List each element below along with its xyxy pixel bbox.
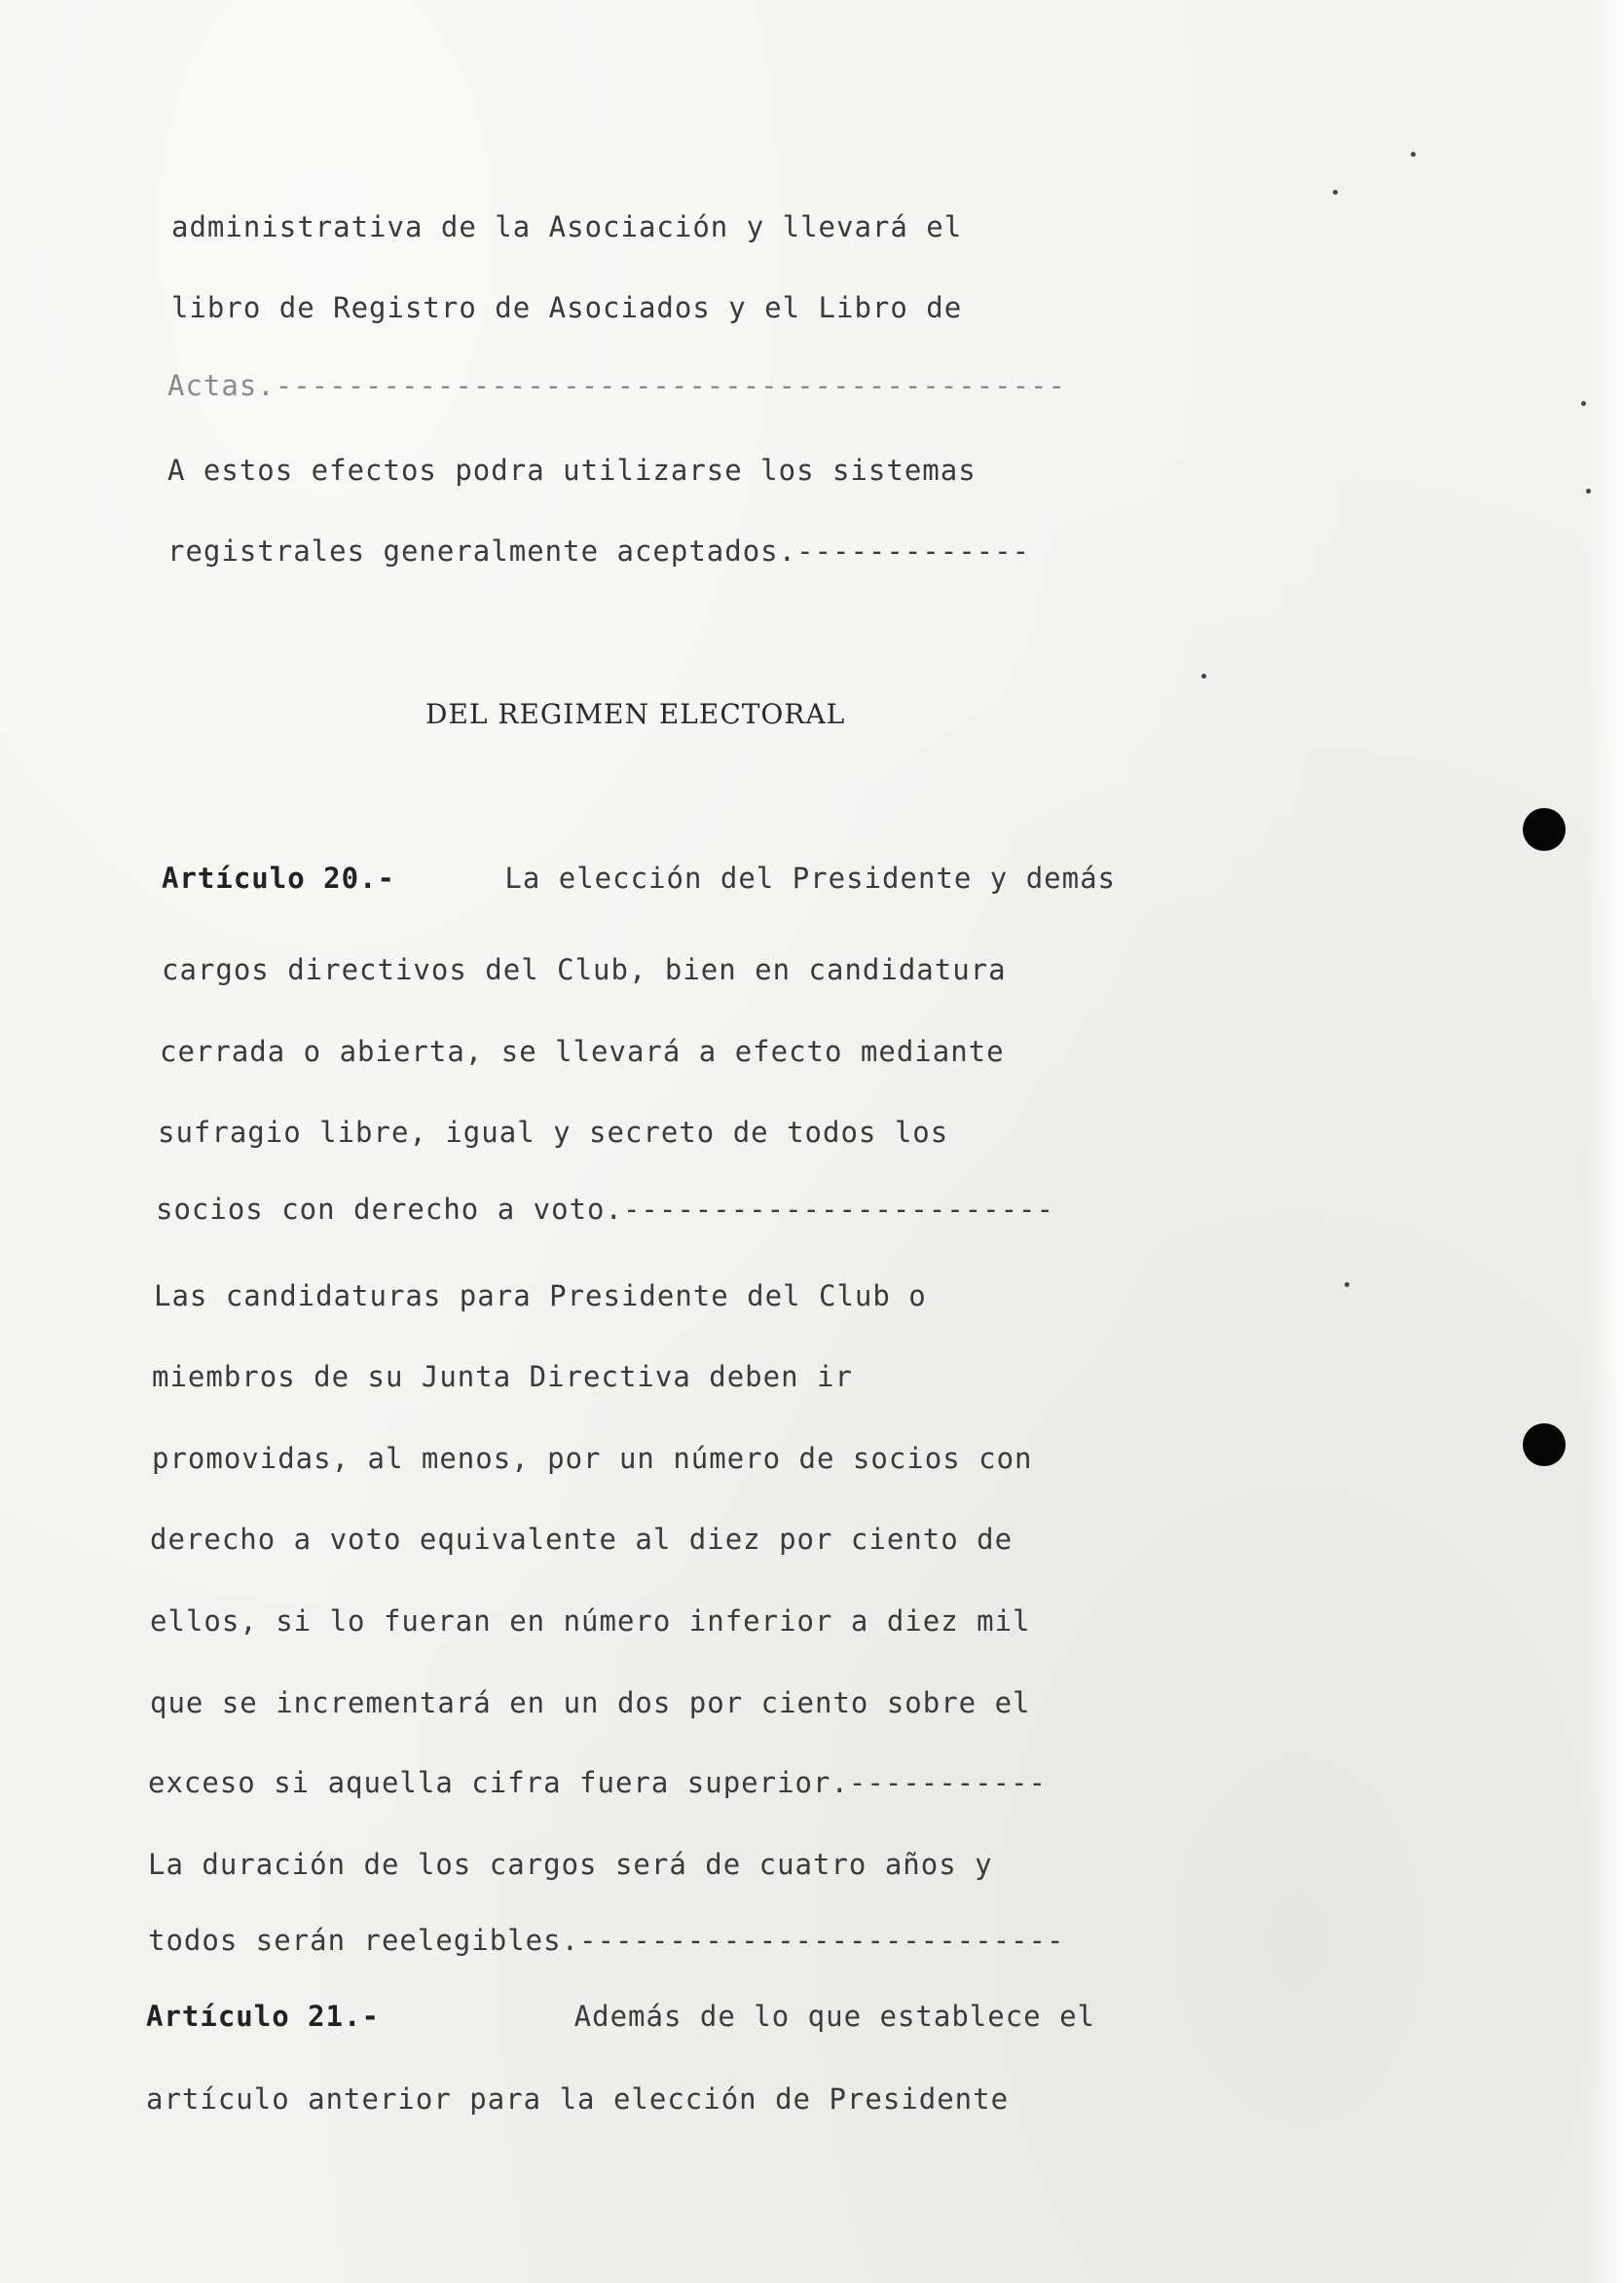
text-line-content: Además de lo que establece el [573, 2000, 1095, 2033]
text-line [150, 1522, 1099, 1557]
text-line-content: promovidas, al menos, por un número de socios con [152, 1442, 1033, 1475]
text-line-content: libro de Registro de Asociados y el Libro de [171, 291, 963, 324]
paper-speck [1345, 1282, 1349, 1287]
text-line [146, 2081, 1095, 2117]
paper-speck [1586, 489, 1591, 494]
text-line [150, 1685, 1099, 1720]
text-line-content: ellos, si lo fueran en número inferior a diez mil [150, 1604, 1031, 1638]
article-20-label: Artículo 20.- [162, 862, 395, 895]
text-line [148, 1847, 1097, 1882]
text-line-content: A estos efectos podra utilizarse los sistemas [167, 454, 977, 487]
text-line [167, 368, 1121, 403]
text-line [158, 1115, 1107, 1150]
text-line-content: miembros de su Junta Directiva deben ir [152, 1360, 853, 1393]
text-line [171, 290, 1121, 325]
paper-speck [1581, 401, 1586, 406]
text-line-content: sufragio libre, igual y secreto de todos los [158, 1116, 949, 1149]
paper-speck [1333, 190, 1338, 195]
punch-hole [1523, 1423, 1566, 1466]
text-line [162, 952, 1111, 987]
text-line-content: exceso si aquella cifra fuera superior.----------- [148, 1766, 1047, 1799]
text-line [160, 1034, 1109, 1069]
text-line [167, 453, 1117, 488]
text-line [148, 1923, 1097, 1958]
text-line-content: Actas.-------------------------------------------- [167, 369, 1066, 402]
paper-speck [1201, 674, 1206, 679]
article-first-line [146, 1999, 1095, 2034]
text-line [154, 1278, 1103, 1313]
text-line [148, 1765, 1097, 1800]
text-line-content: Las candidaturas para Presidente del Club o [154, 1279, 927, 1312]
punch-hole [1523, 808, 1566, 851]
article-21-label: Artículo 21.- [146, 2000, 380, 2033]
text-line-content: La elección del Presidente y demás [504, 862, 1116, 895]
text-line-content: que se incrementará en un dos por ciento sobre el [150, 1686, 1031, 1719]
text-line-content: artículo anterior para la elección de Presidente [146, 2082, 1010, 2116]
text-line [171, 209, 1121, 244]
article-first-line [162, 861, 1116, 896]
text-line-content: registrales generalmente aceptados.------------- [167, 534, 1031, 568]
text-line [152, 1359, 1101, 1394]
text-line-content: administrativa de la Asociación y llevará el [171, 210, 963, 243]
text-line-content: La duración de los cargos será de cuatro años y [148, 1848, 993, 1881]
text-line [167, 534, 1121, 569]
text-line [152, 1441, 1101, 1476]
text-line [150, 1603, 1099, 1639]
text-line-content: cerrada o abierta, se llevará a efecto mediante [160, 1035, 1005, 1068]
paper-speck [1411, 152, 1416, 157]
text-line-content: socios con derecho a voto.------------------------ [156, 1193, 1054, 1226]
text-line [156, 1192, 1109, 1227]
section-heading: DEL REGIMEN ELECTORAL [425, 698, 846, 730]
text-line-content: todos serán reelegibles.--------------------------- [148, 1924, 1065, 1957]
text-line-content: derecho a voto equivalente al diez por ciento de [150, 1523, 1014, 1556]
text-line-content: cargos directivos del Club, bien en candidatura [162, 953, 1007, 986]
